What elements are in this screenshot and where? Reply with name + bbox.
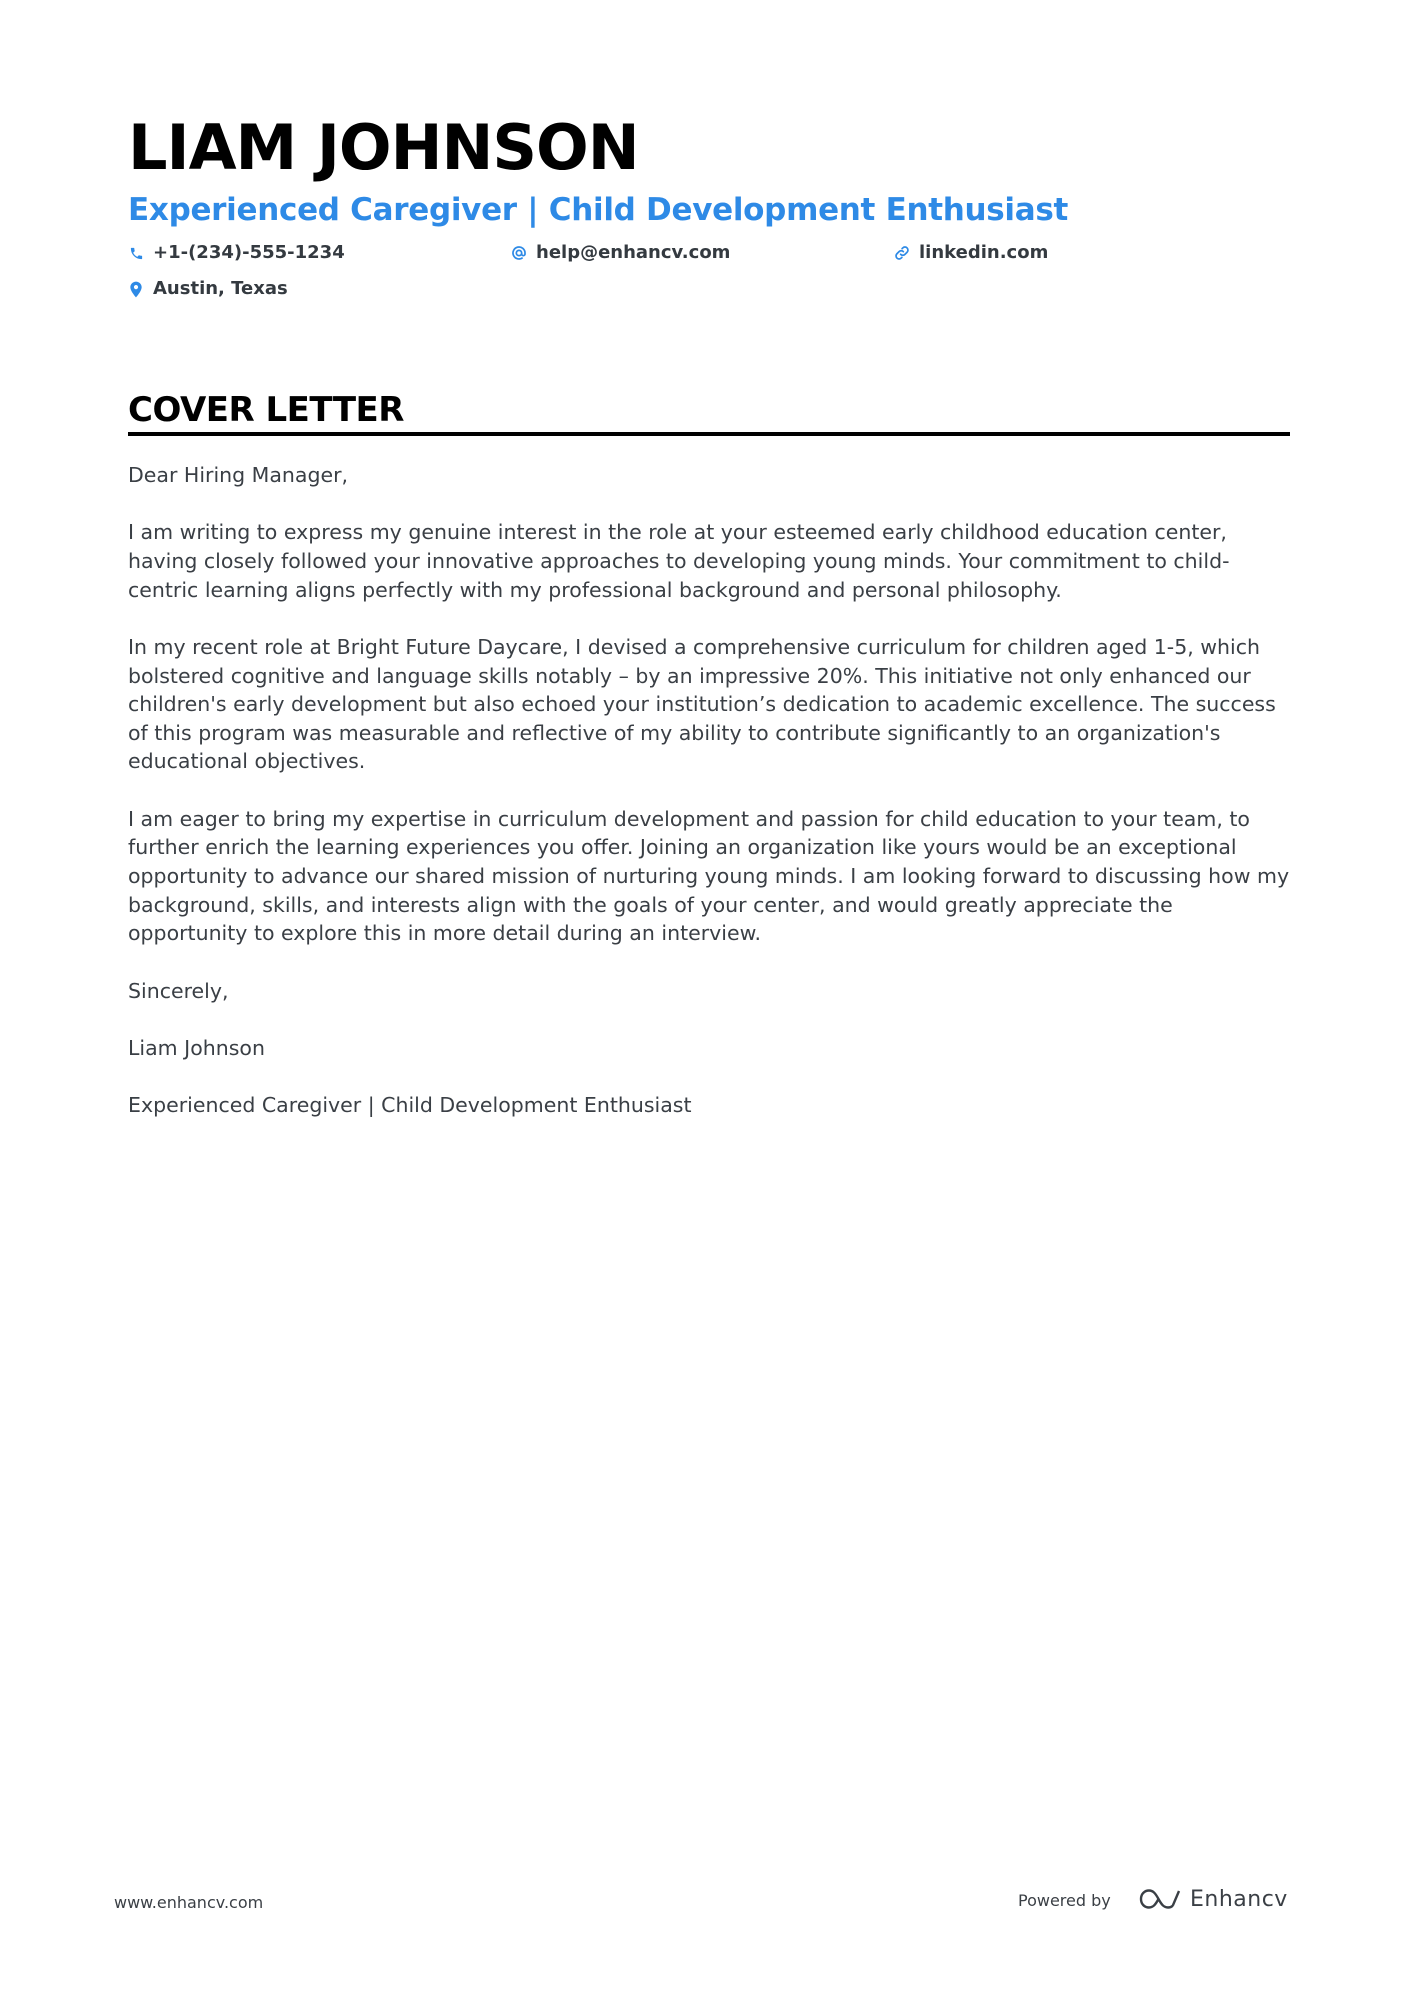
letter-greeting: Dear Hiring Manager, (128, 463, 349, 487)
email-address[interactable]: help@enhancv.com (536, 242, 731, 263)
at-icon (511, 245, 527, 261)
brand-name: Enhancv (1190, 1886, 1288, 1912)
applicant-headline: Experienced Caregiver | Child Development Enthusiast (128, 192, 1069, 228)
contact-linkedin (894, 241, 1048, 265)
signature-title: Experienced Caregiver | Child Development Enthusiast (128, 1093, 692, 1118)
section-title: COVER LETTER (128, 390, 404, 430)
location-text: Austin, Texas (153, 278, 288, 299)
location-pin-icon (128, 281, 144, 297)
letter-paragraph: I am eager to bring my expertise in curriculum development and passion for child education to your team, to further enrich the learning experiences you offer. Joining an organization like yours would be an exceptional opportunity to advance our shared mission of nurturing young minds. I am looking forward to discussing how my background, skills, and interests align with the goals of your center, and would greatly appreciate the opportunity to explore this in more detail during an interview. (128, 806, 1290, 946)
section-divider (128, 432, 1290, 436)
enhancv-logo-icon (1138, 1885, 1182, 1913)
phone-number: +1-(234)-555-1234 (153, 242, 345, 263)
footer-website-link[interactable]: www.enhancv.com (114, 1893, 264, 1912)
letter-body (128, 461, 1290, 1149)
letter-paragraph: I am writing to express my genuine interest in the role at your esteemed early childhood education center, having closely followed your innovative approaches to developing young minds. Your commitment to child-centric learning aligns perfectly with my professional background and personal philosophy. (128, 520, 1230, 602)
phone-icon (128, 245, 144, 261)
linkedin-link[interactable]: linkedin.com (919, 242, 1049, 263)
contact-email (511, 241, 730, 265)
applicant-name: LIAM JOHNSON (128, 111, 639, 184)
contact-location (128, 277, 288, 301)
signature-name: Liam Johnson (128, 1035, 265, 1060)
letter-closing: Sincerely, (128, 978, 229, 1003)
link-icon (894, 245, 910, 261)
brand-logo[interactable] (1138, 1885, 1288, 1913)
contact-phone (128, 241, 345, 265)
letter-paragraph: In my recent role at Bright Future Daycare, I devised a comprehensive curriculum for children aged 1-5, which bolstered cognitive and language skills notably – by an impressive 20%. This initiative not only enhanced our children's early development but also echoed your institution’s dedication to academic excellence. The success of this program was measurable and reflective of my ability to contribute significantly to an organization's educational objectives. (128, 634, 1276, 774)
powered-by-label: Powered by (1018, 1891, 1111, 1910)
